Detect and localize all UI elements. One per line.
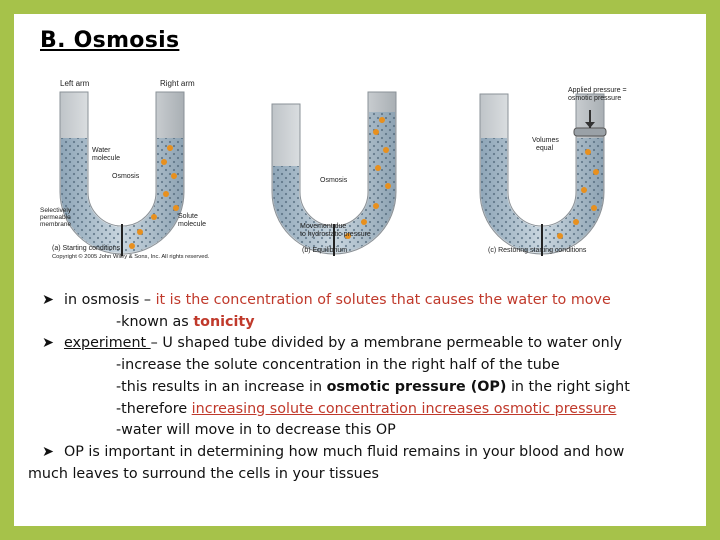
bullet-2-sub-2 bbox=[42, 377, 662, 399]
osmosis-label-a: Osmosis bbox=[112, 173, 140, 180]
bullet-2-sub-3-highlight: increasing solute concentration increases osmotic pressure bbox=[191, 400, 617, 417]
bullet-1 bbox=[42, 290, 662, 312]
bullet-1-sub-prefix: -known as bbox=[116, 313, 194, 330]
bullet-3 bbox=[42, 442, 662, 464]
bullet-2-sub-3-a: -therefore bbox=[116, 400, 192, 417]
water-molecule-label: Water bbox=[92, 147, 111, 154]
bullet-3-text: OP is important in determining how much fluid remains in your blood and how bbox=[64, 443, 625, 460]
copyright: Copyright © 2005 John Wiley & Sons, Inc. All rights reserved. bbox=[52, 254, 210, 260]
water-molecule-label-2: molecule bbox=[92, 155, 121, 162]
movement-label: Movement due bbox=[300, 223, 347, 230]
right-arm-label: Right arm bbox=[160, 79, 195, 88]
arrow-bullet-icon: ➤ bbox=[42, 335, 54, 352]
solute-label-2: molecule bbox=[178, 221, 207, 228]
bullet-2-sub-1: -increase the solute concentration in the right half of the tube bbox=[116, 357, 560, 374]
osmotic-pressure-term: osmotic pressure (OP) bbox=[326, 378, 507, 395]
osmosis-label-b: Osmosis bbox=[320, 177, 348, 184]
movement-label-2: to hydrostatic pressure bbox=[300, 231, 371, 238]
osmosis-figure bbox=[36, 72, 656, 262]
bullet-3-cont: much leaves to surround the cells in your tissues bbox=[28, 465, 379, 482]
tonicity-term: tonicity bbox=[193, 313, 255, 330]
arrow-bullet-icon: ➤ bbox=[42, 443, 54, 460]
left-arm-label: Left arm bbox=[60, 79, 90, 88]
caption-a: (a) Starting conditions bbox=[52, 245, 121, 252]
slide-title: B. Osmosis bbox=[40, 28, 180, 53]
bullet-2-rest: – U shaped tube divided by a membrane permeable to water only bbox=[150, 335, 623, 352]
caption-b: (b) Equilibrium bbox=[302, 247, 348, 254]
bullet-list bbox=[28, 290, 662, 485]
caption-c: (c) Restoring starting conditions bbox=[488, 247, 587, 254]
membrane-label: Selectively bbox=[40, 207, 72, 214]
bullet-1-highlight: it is the concentration of solutes that causes the water to move bbox=[155, 292, 611, 308]
volumes-label: Volumes bbox=[532, 137, 559, 144]
slide bbox=[14, 14, 706, 526]
membrane-label-2: permeable bbox=[40, 214, 71, 221]
volumes-label-2: equal bbox=[536, 145, 554, 152]
bullet-2 bbox=[42, 333, 662, 355]
bullet-1-sub bbox=[42, 312, 662, 334]
bullet-1-prefix: in osmosis – bbox=[64, 292, 156, 308]
bullet-2-lead: experiment bbox=[64, 335, 151, 352]
bullet-2-sub-2-b: in the right sight bbox=[506, 378, 630, 395]
applied-pressure-label-2: osmotic pressure bbox=[568, 95, 622, 102]
solute-label: Solute bbox=[178, 213, 198, 220]
bullet-2-sub-3 bbox=[42, 399, 662, 421]
bullet-2-sub-4: -water will move in to decrease this OP bbox=[116, 422, 396, 439]
applied-pressure-label: Applied pressure = bbox=[568, 87, 627, 94]
bullet-2-sub-2-a: -this results in an increase in bbox=[116, 378, 327, 395]
arrow-bullet-icon: ➤ bbox=[42, 292, 54, 308]
membrane-label-3: membrane bbox=[40, 221, 72, 228]
u-tube-c bbox=[480, 94, 606, 256]
